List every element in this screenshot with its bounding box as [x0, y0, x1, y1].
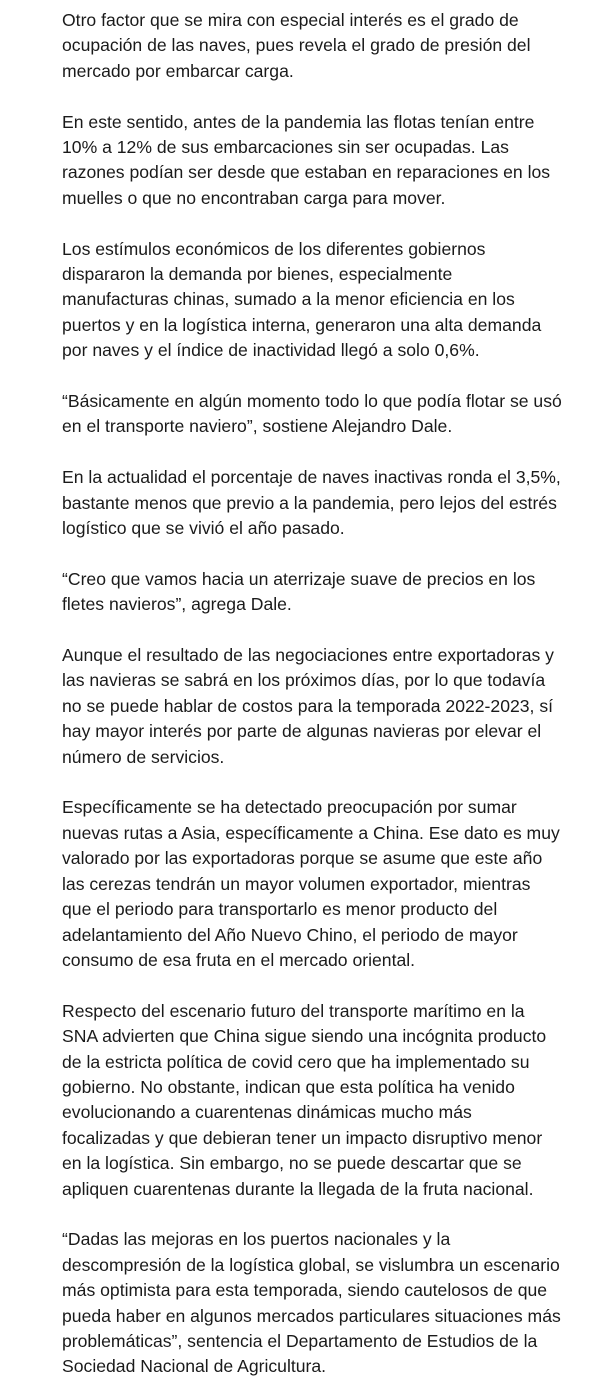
paragraph-current-inactivity: En la actualidad el porcentaje de naves inactivas ronda el 3,5%, bastante menos que previo a la pandemia, pero lejos del estrés logístico que se vivió el año pasado. [62, 467, 561, 539]
paragraph-dale-quote-1: “Básicamente en algún momento todo lo que podía flotar se usó en el transporte naviero”, sostiene Alejandro Dale. [62, 391, 562, 437]
article-body [62, 8, 562, 1380]
paragraph-sna-quote: “Dadas las mejoras en los puertos nacionales y la descompresión de la logística global, se vislumbra un escenario más optimista para esta temporada, siendo cautelosos de que pueda haber en algunos mercados particulares situaciones más problemáticas”, sentencia el Departamento de Estudios de la Sociedad Nacional de Agricultura. [62, 1229, 561, 1377]
paragraph-dale-quote-2: “Creo que vamos hacia un aterrizaje suave de precios en los fletes navieros”, agrega Dale. [62, 568, 536, 615]
paragraph-negotiations: Aunque el resultado de las negociaciones entre exportadoras y las navieras se sabrá en los próximos días, por lo que todavía no se puede hablar de costos para la temporada 2022-2023, sí hay mayor interés por parte de algunas navieras por elevar el número de servicios. [62, 645, 554, 767]
paragraph-asia-routes: Específicamente se ha detectado preocupación por sumar nuevas rutas a Asia, específicamente a China. Ese dato es muy valorado por las exportadoras porque se asume que este año las cerezas tendrán un mayor volumen exportador, mientras que el periodo para transportarlo es menor producto del adelantamiento del Año Nuevo Chino, el periodo de mayor consumo de esa fruta en el mercado oriental. [62, 797, 560, 970]
paragraph-pre-pandemic-fleet: En este sentido, antes de la pandemia las flotas tenían entre 10% a 12% de sus embarcaciones sin ser ocupadas. Las razones podían ser desde que estaban en reparaciones en los muelles o que no encontraban carga para mover. [62, 111, 551, 208]
paragraph-economic-stimulus: Los estímulos económicos de los diferentes gobiernos dispararon la demanda por bienes, especialmente manufacturas chinas, sumado a la menor eficiencia en los puertos y en la logística interna, generaron una alta demanda por naves y el índice de inactividad llegó a solo 0,6%. [62, 238, 542, 361]
paragraph-occupancy-intro: Otro factor que se mira con especial interés es el grado de ocupación de las naves, pues revela el grado de presión del mercado por embarcar carga. [62, 10, 531, 81]
paragraph-china-outlook: Respecto del escenario futuro del transporte marítimo en la SNA advierten que China sigue siendo una incógnita producto de la estricta política de covid cero que ha implementado su gobierno. No obstante, indican que esta política ha venido evolucionando a cuarentenas dinámicas mucho más focalizadas y que debieran tener un impacto disruptivo menor en la logística. Sin embargo, no se puede descartar que se apliquen cuarentenas durante la llegada de la fruta nacional. [62, 1000, 547, 1199]
